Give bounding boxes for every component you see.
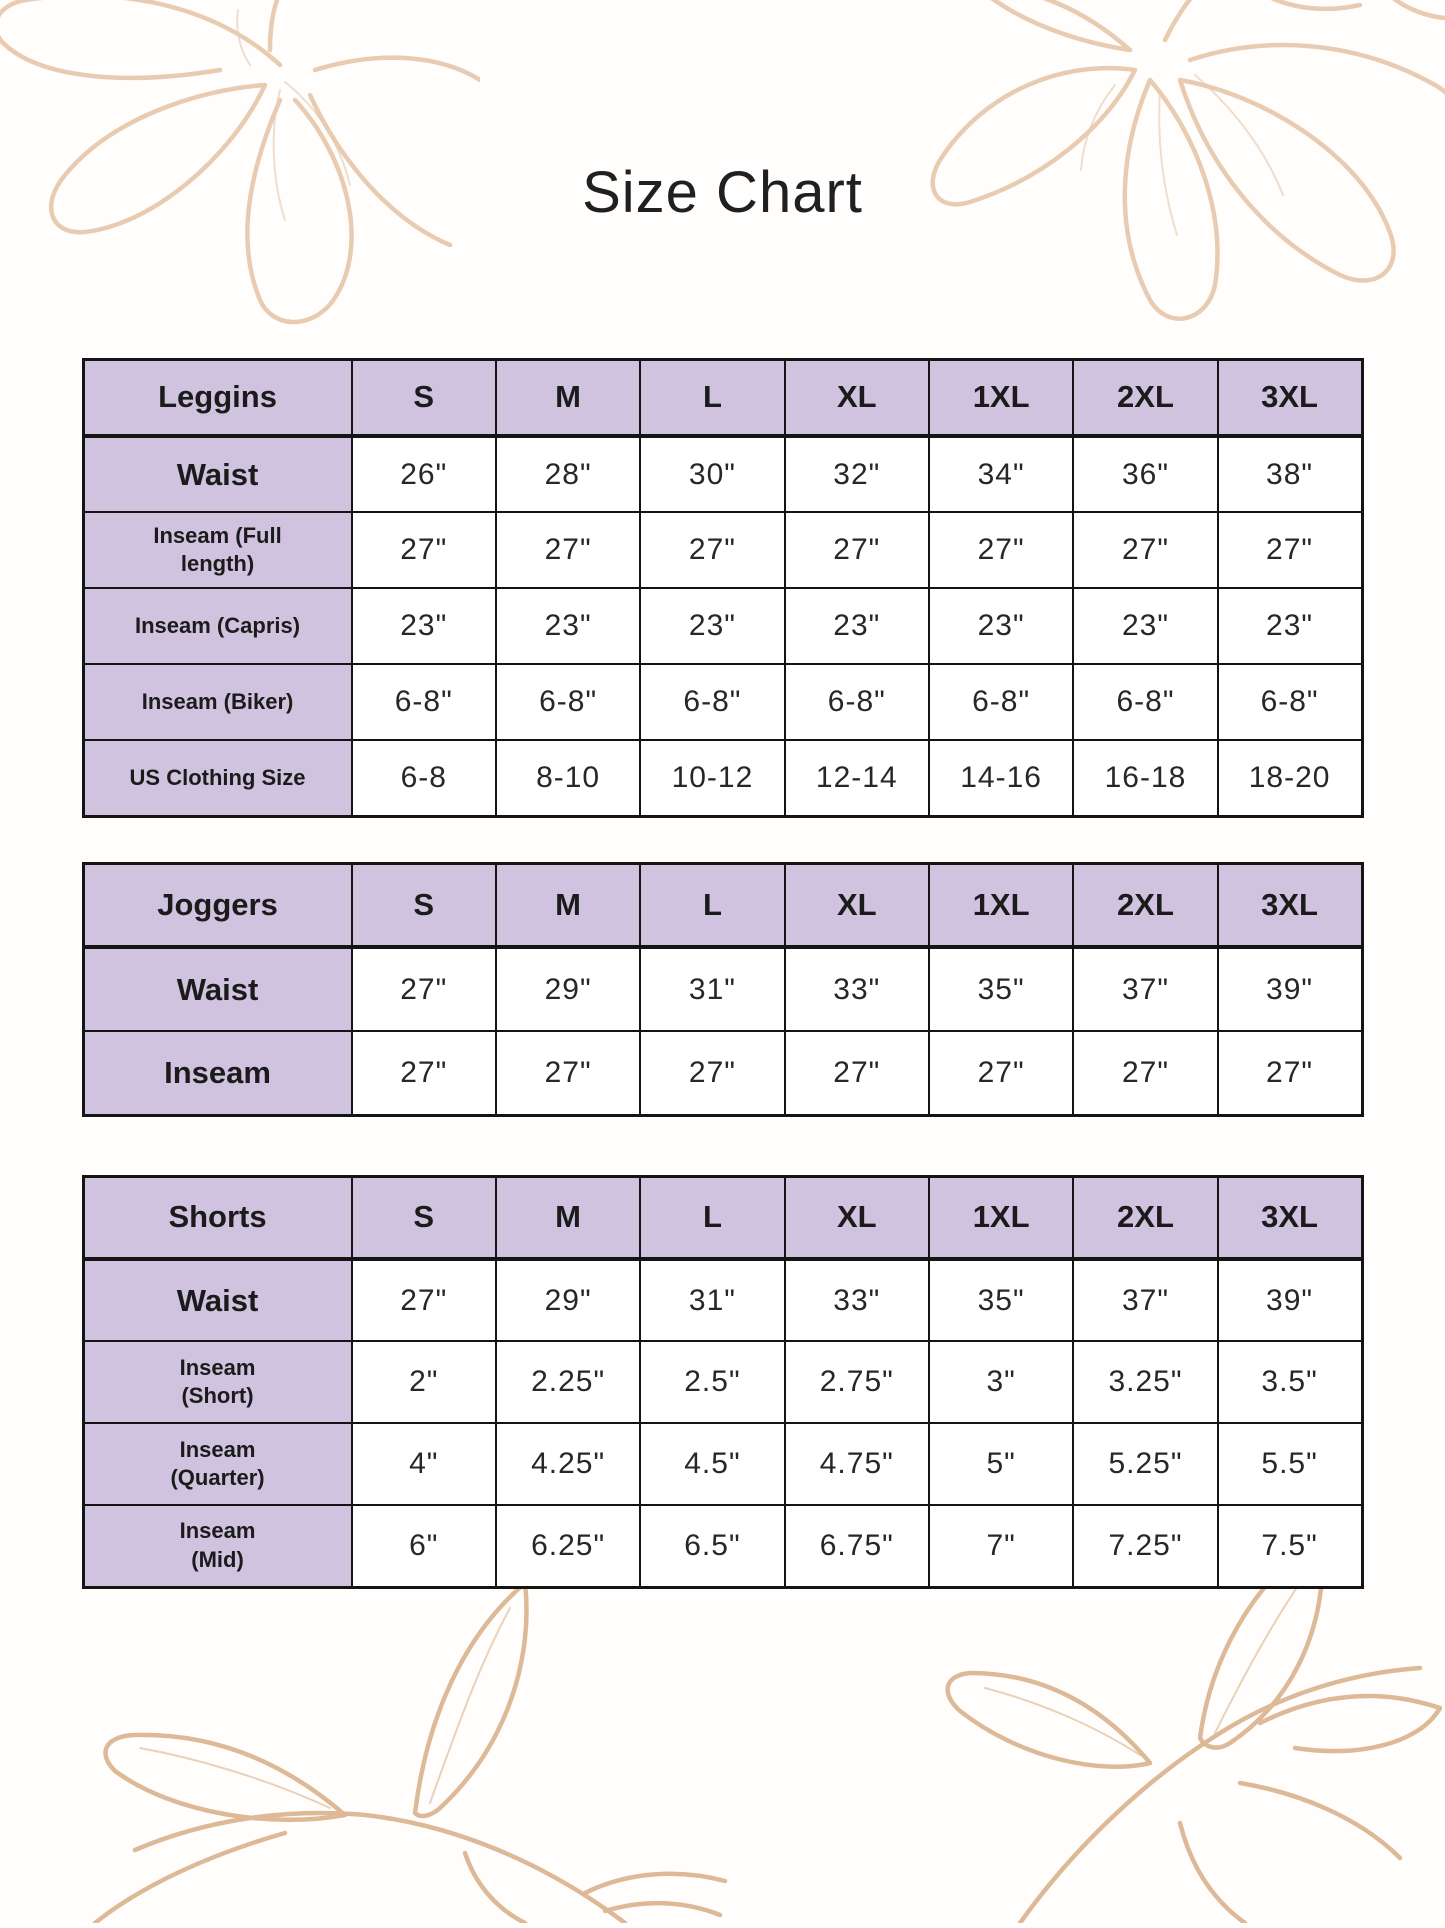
value-cell: 39": [1218, 947, 1362, 1031]
value-cell: 27": [929, 1031, 1073, 1115]
table-row: [83, 664, 1362, 740]
value-cell: 16-18: [1073, 740, 1217, 816]
table-row: [83, 436, 1362, 512]
value-cell: 38": [1218, 436, 1362, 512]
row-label-cell: Waist: [83, 436, 352, 512]
value-cell: 3": [929, 1341, 1073, 1423]
value-cell: 39": [1218, 1259, 1362, 1341]
value-cell: 27": [352, 512, 496, 588]
row-label-cell: Inseam (Full length): [83, 512, 352, 588]
table-row: [83, 512, 1362, 588]
value-cell: 23": [929, 588, 1073, 664]
size-header-cell: L: [640, 1176, 784, 1259]
value-cell: 23": [785, 588, 929, 664]
value-cell: 36": [1073, 436, 1217, 512]
size-header-cell: 1XL: [929, 863, 1073, 947]
size-header-cell: XL: [785, 359, 929, 436]
value-cell: 6-8": [352, 664, 496, 740]
value-cell: 27": [785, 1031, 929, 1115]
size-header-cell: S: [352, 863, 496, 947]
value-cell: 27": [640, 1031, 784, 1115]
row-label-cell: Waist: [83, 947, 352, 1031]
value-cell: 8-10: [496, 740, 640, 816]
value-cell: 6-8": [1218, 664, 1362, 740]
value-cell: 27": [1218, 512, 1362, 588]
value-cell: 12-14: [785, 740, 929, 816]
value-cell: 27": [1218, 1031, 1362, 1115]
value-cell: 18-20: [1218, 740, 1362, 816]
table-title-cell: Leggins: [83, 359, 352, 436]
value-cell: 4.75": [785, 1423, 929, 1505]
value-cell: 6.5": [640, 1505, 784, 1587]
value-cell: 6-8": [1073, 664, 1217, 740]
value-cell: 6.75": [785, 1505, 929, 1587]
value-cell: 27": [352, 1031, 496, 1115]
value-cell: 27": [640, 512, 784, 588]
row-label-cell: Inseam (Quarter): [83, 1423, 352, 1505]
table-row: [83, 588, 1362, 664]
value-cell: 32": [785, 436, 929, 512]
value-cell: 5": [929, 1423, 1073, 1505]
row-label-cell: US Clothing Size: [83, 740, 352, 816]
size-header-cell: S: [352, 1176, 496, 1259]
size-header-cell: 1XL: [929, 359, 1073, 436]
value-cell: 28": [496, 436, 640, 512]
value-cell: 2.25": [496, 1341, 640, 1423]
value-cell: 23": [640, 588, 784, 664]
value-cell: 10-12: [640, 740, 784, 816]
value-cell: 27": [1073, 512, 1217, 588]
value-cell: 4": [352, 1423, 496, 1505]
table-row: [83, 1031, 1362, 1115]
value-cell: 7": [929, 1505, 1073, 1587]
row-label-cell: Inseam (Capris): [83, 588, 352, 664]
value-cell: 33": [785, 1259, 929, 1341]
row-label-cell: Inseam (Biker): [83, 664, 352, 740]
value-cell: 23": [352, 588, 496, 664]
value-cell: 3.25": [1073, 1341, 1217, 1423]
value-cell: 27": [352, 1259, 496, 1341]
value-cell: 6-8": [496, 664, 640, 740]
value-cell: 31": [640, 947, 784, 1031]
leaf-branch-icon: [0, 1563, 745, 1923]
row-label-cell: Inseam (Short): [83, 1341, 352, 1423]
table-header: [83, 863, 1362, 947]
size-header-cell: L: [640, 359, 784, 436]
header-row: [83, 863, 1362, 947]
value-cell: 7.5": [1218, 1505, 1362, 1587]
value-cell: 27": [1073, 1031, 1217, 1115]
value-cell: 5.5": [1218, 1423, 1362, 1505]
table-row: [83, 740, 1362, 816]
table-row: [83, 1505, 1362, 1587]
value-cell: 35": [929, 1259, 1073, 1341]
row-label-cell: Waist: [83, 1259, 352, 1341]
value-cell: 5.25": [1073, 1423, 1217, 1505]
table-body: [83, 436, 1362, 816]
table-row: [83, 1341, 1362, 1423]
value-cell: 6-8": [929, 664, 1073, 740]
value-cell: 23": [496, 588, 640, 664]
row-label-cell: Inseam (Mid): [83, 1505, 352, 1587]
value-cell: 30": [640, 436, 784, 512]
value-cell: 2.75": [785, 1341, 929, 1423]
value-cell: 29": [496, 1259, 640, 1341]
table-title-cell: Joggers: [83, 863, 352, 947]
value-cell: 27": [352, 947, 496, 1031]
value-cell: 31": [640, 1259, 784, 1341]
value-cell: 6": [352, 1505, 496, 1587]
value-cell: 33": [785, 947, 929, 1031]
value-cell: 6-8: [352, 740, 496, 816]
size-header-cell: XL: [785, 1176, 929, 1259]
size-header-cell: 2XL: [1073, 863, 1217, 947]
value-cell: 3.5": [1218, 1341, 1362, 1423]
size-header-cell: L: [640, 863, 784, 947]
table-row: [83, 1259, 1362, 1341]
value-cell: 2": [352, 1341, 496, 1423]
value-cell: 2.5": [640, 1341, 784, 1423]
branch-bottom-left-decoration: [0, 1563, 745, 1928]
size-header-cell: 3XL: [1218, 359, 1362, 436]
table-title-cell: Shorts: [83, 1176, 352, 1259]
header-row: [83, 1176, 1362, 1259]
size-header-cell: 3XL: [1218, 1176, 1362, 1259]
value-cell: 23": [1218, 588, 1362, 664]
value-cell: 34": [929, 436, 1073, 512]
value-cell: 7.25": [1073, 1505, 1217, 1587]
leggins-size-table: [82, 358, 1364, 818]
size-header-cell: M: [496, 359, 640, 436]
joggers-size-table: [82, 862, 1364, 1117]
value-cell: 6-8": [785, 664, 929, 740]
table-body: [83, 947, 1362, 1115]
header-row: [83, 359, 1362, 436]
table-body: [83, 1259, 1362, 1587]
value-cell: 27": [496, 1031, 640, 1115]
value-cell: 6.25": [496, 1505, 640, 1587]
value-cell: 6-8": [640, 664, 784, 740]
value-cell: 29": [496, 947, 640, 1031]
value-cell: 14-16: [929, 740, 1073, 816]
shorts-size-table: [82, 1175, 1364, 1589]
table-header: [83, 359, 1362, 436]
size-header-cell: M: [496, 863, 640, 947]
value-cell: 35": [929, 947, 1073, 1031]
value-cell: 37": [1073, 947, 1217, 1031]
size-header-cell: 1XL: [929, 1176, 1073, 1259]
table-row: [83, 947, 1362, 1031]
value-cell: 26": [352, 436, 496, 512]
size-header-cell: 2XL: [1073, 1176, 1217, 1259]
size-header-cell: 2XL: [1073, 359, 1217, 436]
value-cell: 27": [929, 512, 1073, 588]
size-header-cell: XL: [785, 863, 929, 947]
row-label-cell: Inseam: [83, 1031, 352, 1115]
value-cell: 37": [1073, 1259, 1217, 1341]
size-header-cell: 3XL: [1218, 863, 1362, 947]
table-row: [83, 1423, 1362, 1505]
size-header-cell: S: [352, 359, 496, 436]
value-cell: 27": [785, 512, 929, 588]
page-title: Size Chart: [582, 160, 863, 225]
size-header-cell: M: [496, 1176, 640, 1259]
value-cell: 27": [496, 512, 640, 588]
value-cell: 4.25": [496, 1423, 640, 1505]
table-header: [83, 1176, 1362, 1259]
value-cell: 4.5": [640, 1423, 784, 1505]
value-cell: 23": [1073, 588, 1217, 664]
